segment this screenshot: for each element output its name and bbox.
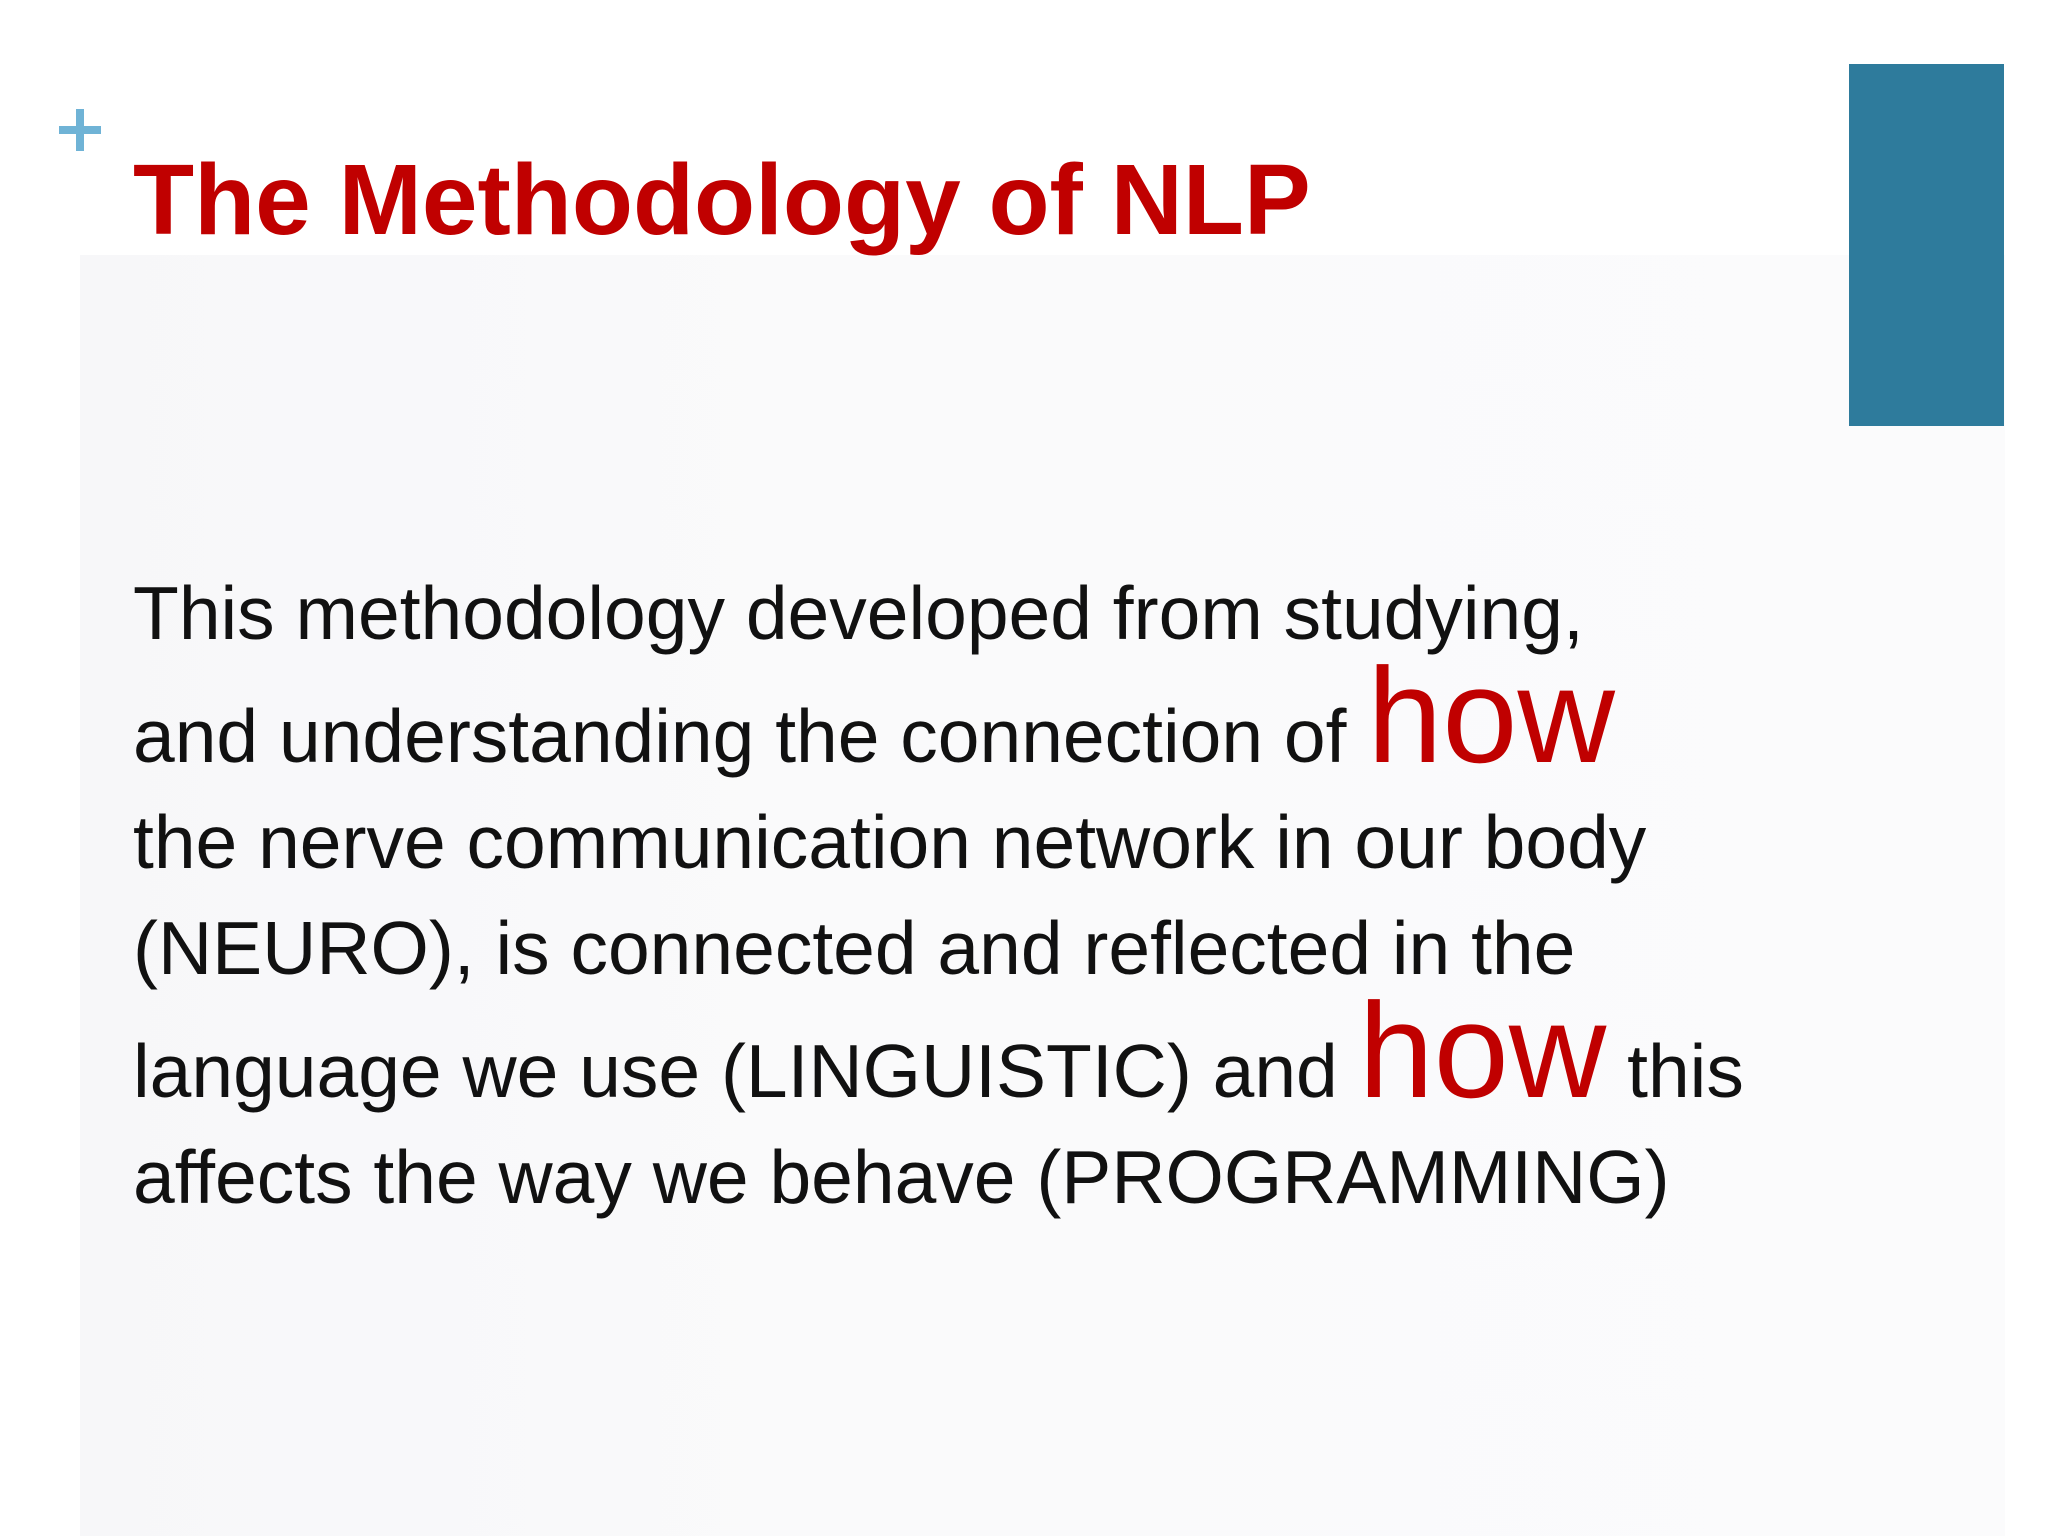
accent-block — [1849, 64, 2004, 426]
slide-body — [133, 560, 1853, 1230]
body-line-5-tail: this — [1606, 1029, 1744, 1113]
body-line-3: the nerve communication network in our body — [133, 800, 1647, 884]
emphasis-how-1: how — [1367, 640, 1615, 791]
body-line-6: affects the way we behave (PROGRAMMING) — [133, 1135, 1670, 1219]
body-line-2-text: and understanding the connection of — [133, 694, 1368, 778]
body-line-1: This methodology developed from studying, — [133, 571, 1584, 655]
body-line-2 — [133, 640, 1853, 791]
slide-title: The Methodology of NLP — [133, 144, 1311, 256]
body-line-4: (NEURO), is connected and reflected in the — [133, 906, 1576, 990]
body-line-5 — [133, 975, 1853, 1126]
body-line-5-text: language we use (LINGUISTIC) and — [133, 1029, 1359, 1113]
emphasis-how-2: how — [1358, 975, 1607, 1126]
plus-icon — [55, 105, 105, 155]
